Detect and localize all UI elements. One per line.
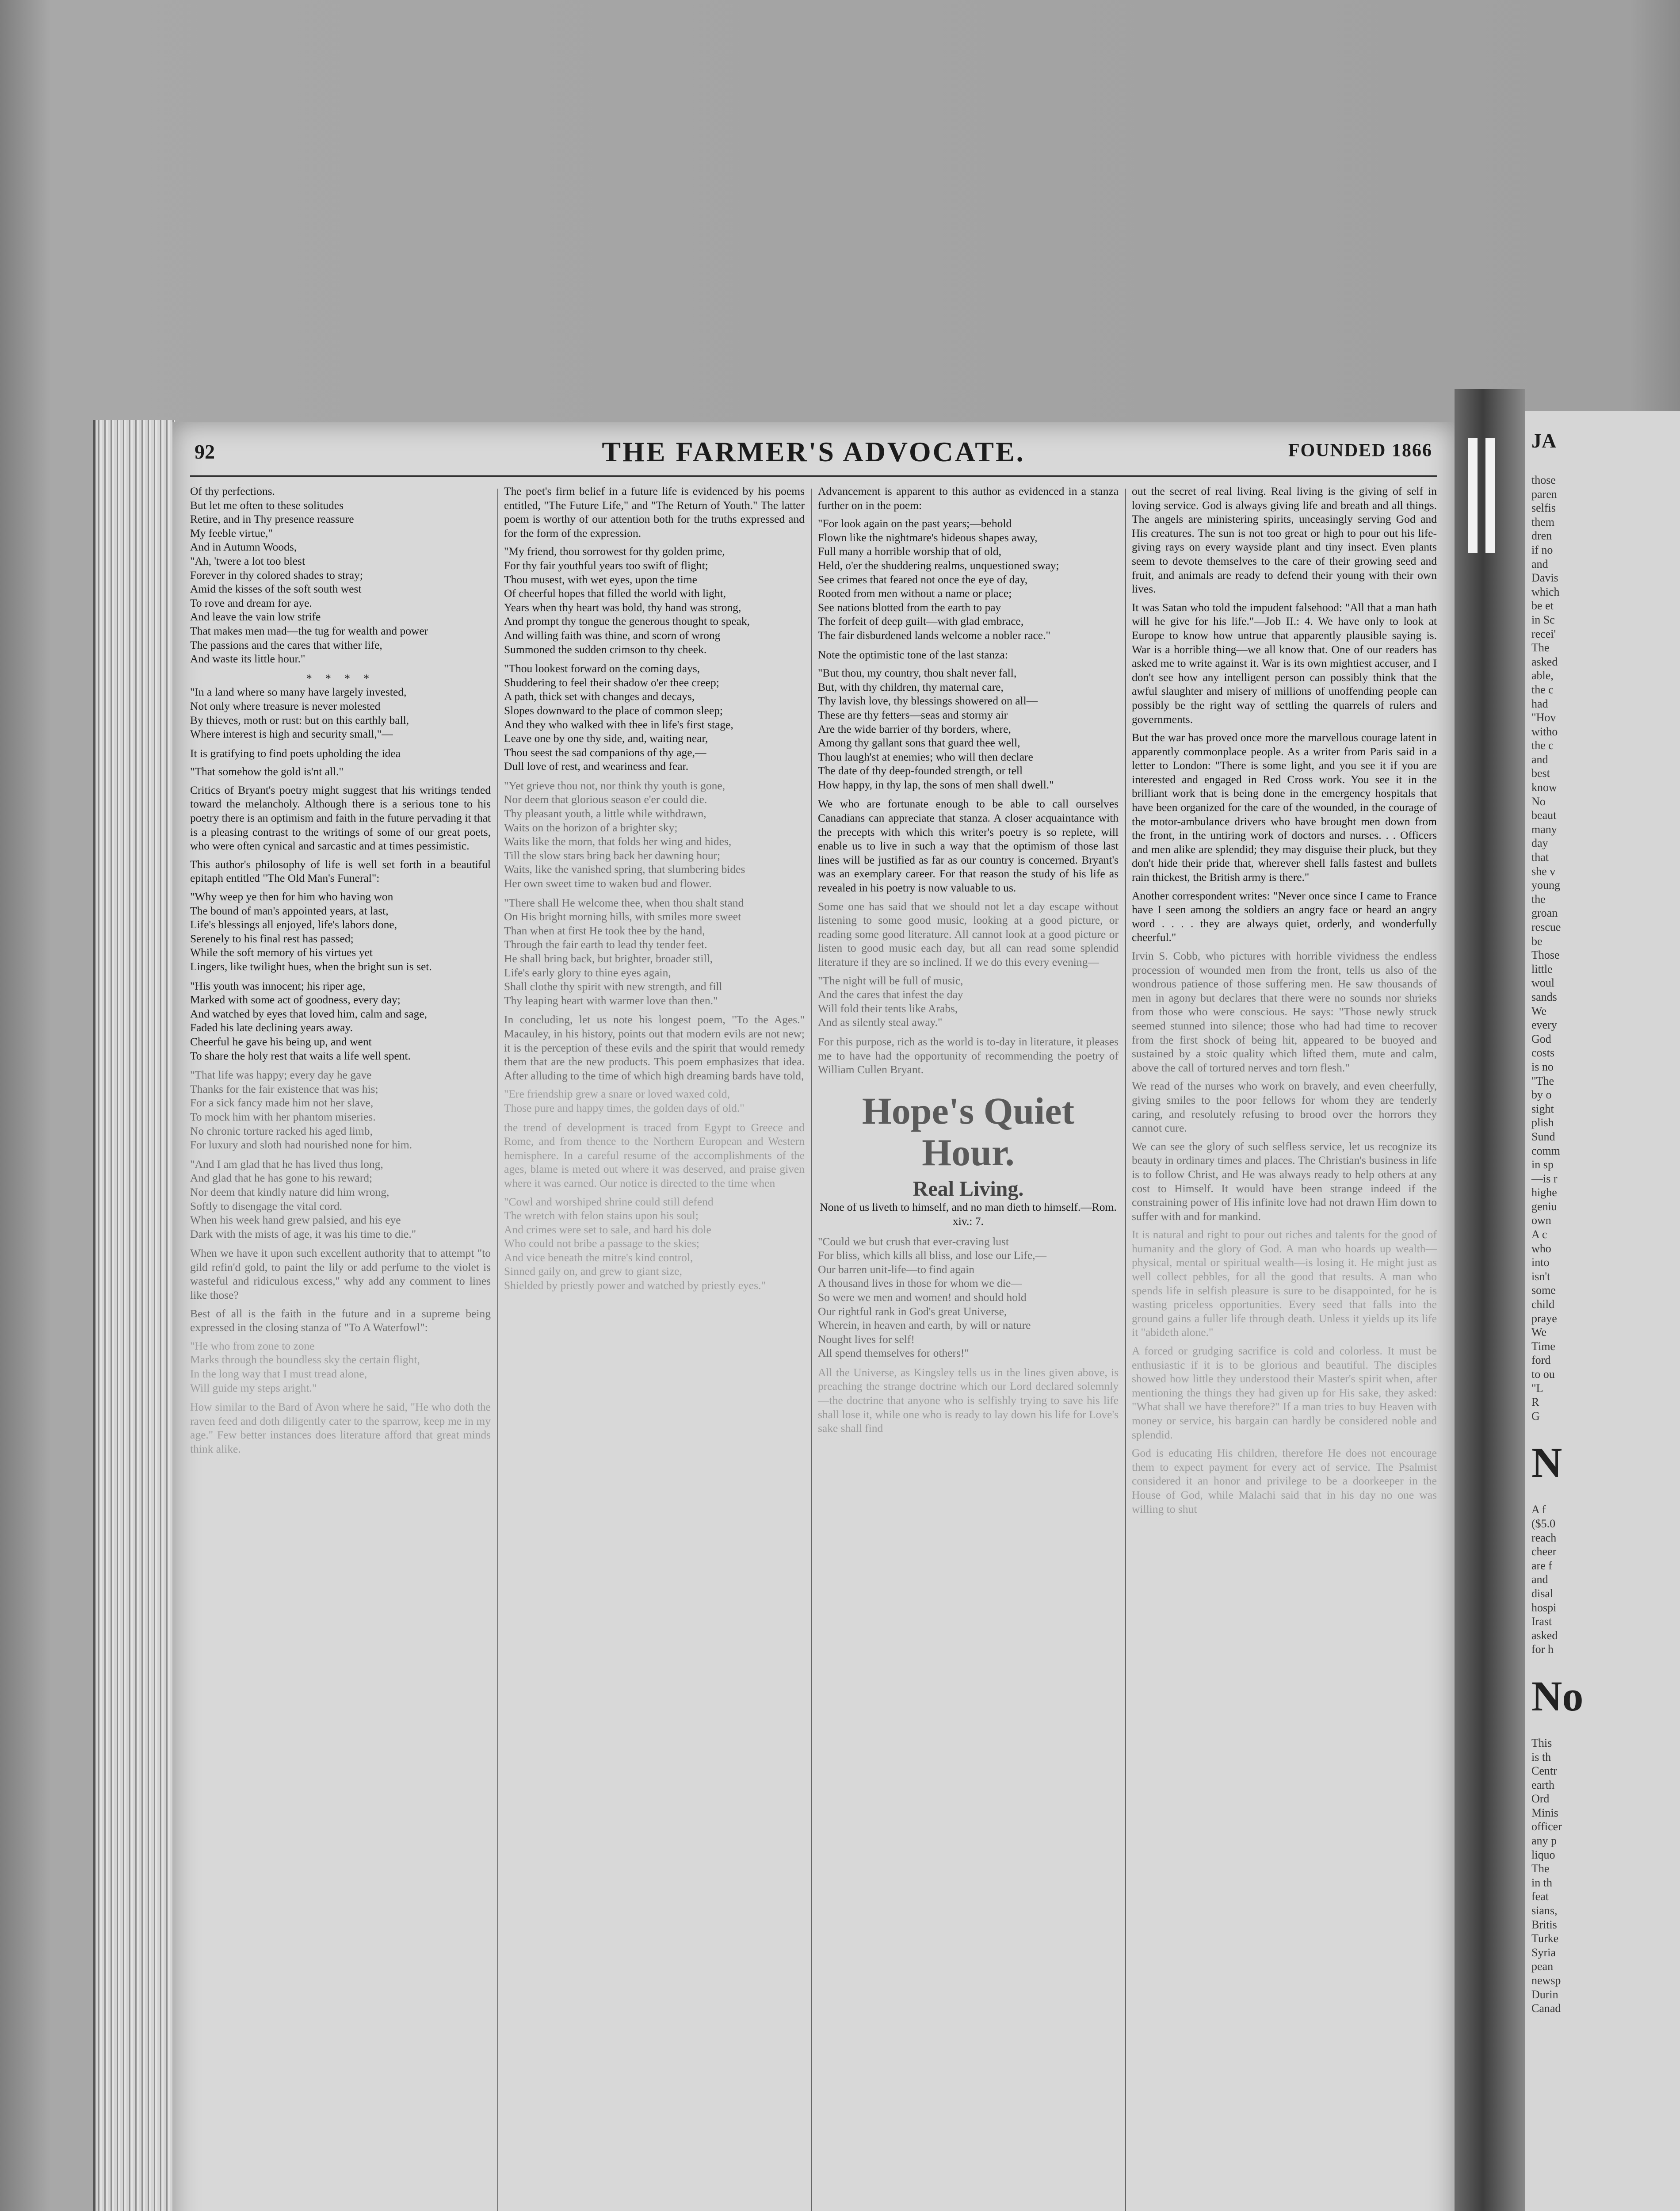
text-line: in th bbox=[1531, 1876, 1552, 1889]
text-line: For luxury and sloth had nourished none for him. bbox=[190, 1138, 412, 1151]
text-line: "His youth was innocent; his riper age, bbox=[190, 979, 366, 992]
text-line: Life's blessings all enjoyed, life's labors done, bbox=[190, 918, 397, 931]
verse-block bbox=[504, 1087, 805, 1115]
text-line: R bbox=[1531, 1396, 1539, 1409]
text-line: To mock him with her phantom miseries. bbox=[190, 1110, 376, 1123]
column-1 bbox=[190, 484, 491, 1461]
verse-block bbox=[190, 1157, 491, 1241]
text-line: Of thy perfections. bbox=[190, 485, 275, 497]
paragraph: In concluding, let us note his longest poem, "To the Ages." Macauley, in his history, points out that modern evils are not new; it is the perception of these evils and the spirit that would remedy them that are the new products. This poem emphasizes that idea. After alluding to the time of which high dreaming bards have told, bbox=[504, 1013, 805, 1082]
text-line: For a sick fancy made him not her slave, bbox=[190, 1096, 374, 1109]
column-rule bbox=[497, 489, 498, 2211]
gutter-highlight bbox=[1468, 438, 1478, 553]
text-line: plish bbox=[1531, 1116, 1554, 1129]
text-line: Softly to disengage the vital cord. bbox=[190, 1199, 343, 1213]
text-line: Waits like the morn, that folds her wing and hides, bbox=[504, 835, 732, 848]
text-line: Sinned gaily on, and grew to giant size, bbox=[504, 1265, 682, 1278]
text-line: reach bbox=[1531, 1531, 1557, 1544]
paragraph: Advancement is apparent to this author as evidenced in a stanza further on in the poem: bbox=[818, 485, 1119, 512]
text-line: Years when thy heart was bold, thy hand was strong, bbox=[504, 601, 741, 614]
text-line: to ou bbox=[1531, 1368, 1555, 1381]
paragraph: A forced or grudging sacrifice is cold and colorless. It must be enthusiastic if it is to be glorious and beautiful. The disciples showed how little they understood their Master's spirit when, after mentioning the things they had given up for His sake, they asked: "What shall we have therefore?" If a man tries to buy Heaven with money or service, his bargain can hardly be considered noble and splendid. bbox=[1132, 1344, 1437, 1441]
text-line: And vice beneath the mitre's kind control, bbox=[504, 1251, 693, 1264]
facing-lines bbox=[1531, 1736, 1677, 2016]
text-line: be et bbox=[1531, 599, 1554, 612]
paragraph: the trend of development is traced from Egypt to Greece and Rome, and from thence to the Northern European and Western hemisphere. In a careful resume of the accomplishments of the ages, blame is meted out where it was deserved, and praise given where it was earned. Our notice is directed to the time when bbox=[504, 1121, 805, 1190]
verse-block bbox=[504, 896, 805, 1008]
text-line: Flown like the nightmare's hideous shapes away, bbox=[818, 531, 1038, 544]
paragraph: "That somehow the gold is'nt all." bbox=[190, 765, 344, 778]
text-line: The fair disburdened lands welcome a nobler race." bbox=[818, 628, 1050, 642]
text-line: In the long way that I must tread alone, bbox=[190, 1367, 367, 1381]
text-line: A f bbox=[1531, 1503, 1546, 1516]
text-line: liquo bbox=[1531, 1848, 1555, 1861]
text-line: "There shall He welcome thee, when thou shalt stand bbox=[504, 896, 744, 909]
section-title: Hope's Quiet Hour. bbox=[862, 1089, 1075, 1174]
text-line: A c bbox=[1531, 1228, 1547, 1241]
verse-block bbox=[190, 890, 491, 974]
text-line: and bbox=[1531, 1573, 1548, 1586]
text-line: paren bbox=[1531, 487, 1557, 501]
text-line: Ord bbox=[1531, 1792, 1550, 1806]
text-line: Turke bbox=[1531, 1932, 1559, 1945]
text-line: hospi bbox=[1531, 1601, 1557, 1614]
text-line: pean bbox=[1531, 1960, 1554, 1973]
text-line: ($5.0 bbox=[1531, 1517, 1556, 1530]
book-page-edges bbox=[93, 420, 175, 2211]
verse-block bbox=[504, 662, 805, 773]
text-line: But, with thy children, thy maternal care, bbox=[818, 680, 1004, 693]
column-rule bbox=[811, 489, 812, 2211]
facing-text bbox=[1531, 473, 1677, 2016]
text-line: "Cowl and worshiped shrine could still defend bbox=[504, 1195, 714, 1208]
text-line: are f bbox=[1531, 1559, 1552, 1572]
text-line: The wretch with felon stains upon his soul; bbox=[504, 1209, 699, 1222]
text-line: Dull love of rest, and weariness and fear. bbox=[504, 760, 689, 773]
text-line: costs bbox=[1531, 1046, 1554, 1060]
text-line: G bbox=[1531, 1409, 1540, 1423]
paragraph: Best of all is the faith in the future and in a supreme being expressed in the closing stanza of "To A Waterfowl": bbox=[190, 1307, 491, 1334]
text-line: Davis bbox=[1531, 571, 1558, 585]
text-line: geniu bbox=[1531, 1200, 1557, 1213]
text-line: And crimes were set to sale, and hard his dole bbox=[504, 1223, 711, 1236]
text-line: and bbox=[1531, 753, 1548, 766]
text-line: Are the wide barrier of thy borders, where, bbox=[818, 722, 1011, 735]
text-line: selfis bbox=[1531, 501, 1556, 515]
text-line: When his week hand grew palsied, and his eye bbox=[190, 1213, 401, 1227]
verse-block bbox=[504, 779, 805, 891]
text-line: Our barren unit-life—to find again bbox=[818, 1262, 975, 1276]
text-line: Britis bbox=[1531, 1918, 1557, 1931]
text-line: Retire, and in Thy presence reassure bbox=[190, 513, 354, 526]
text-line: any p bbox=[1531, 1834, 1557, 1848]
text-line: praye bbox=[1531, 1312, 1557, 1325]
text-line: Shall clothe thy spirit with new strength, and fill bbox=[504, 980, 722, 993]
text-line: This bbox=[1531, 1736, 1552, 1749]
text-line: Minis bbox=[1531, 1806, 1558, 1819]
text-line: —is r bbox=[1531, 1172, 1558, 1185]
text-line: Time bbox=[1531, 1339, 1555, 1353]
text-line: Till the slow stars bring back her dawning hour; bbox=[504, 849, 721, 862]
running-head bbox=[195, 436, 1432, 471]
verse-block bbox=[190, 1339, 491, 1395]
text-line: See crimes that feared not once the eye of day, bbox=[818, 573, 1028, 586]
text-line: in Sc bbox=[1531, 613, 1555, 626]
text-line: if no bbox=[1531, 543, 1553, 556]
paragraph: This author's philosophy of life is well set forth in a beautiful epitaph entitled "The Old Man's Funeral": bbox=[190, 857, 491, 885]
text-line: Among thy gallant sons that guard thee well, bbox=[818, 736, 1020, 750]
paragraph: All the Universe, as Kingsley tells us in the lines given above, is preaching the strange doctrine which our Lord declared solemnly—the doctrine that anyone who is selfishly trying to save his life shall lose it, while one who is ready to lay down his life for Love's sake shall find bbox=[818, 1366, 1119, 1435]
text-line: Not only where treasure is never molested bbox=[190, 699, 381, 712]
text-line: Dark with the mists of age, it was his time to die." bbox=[190, 1227, 416, 1240]
text-line: On His bright morning hills, with smiles more sweet bbox=[504, 910, 741, 923]
text-line: But let me often to these solitudes bbox=[190, 498, 344, 512]
text-line: Rooted from men without a name or place; bbox=[818, 587, 1012, 600]
facing-lines bbox=[1531, 1503, 1677, 1656]
column-2 bbox=[504, 484, 805, 1298]
text-line: sians, bbox=[1531, 1904, 1558, 1917]
text-line: Who could not bribe a passage to the skies; bbox=[504, 1237, 699, 1250]
text-line: Irast bbox=[1531, 1615, 1552, 1628]
text-line: "But thou, my country, thou shalt never fall, bbox=[818, 666, 1017, 680]
paragraph: How similar to the Bard of Avon where he said, "He who doth the raven feed and doth diligently cater to the sparrow, keep me in my age." Few better instances does literature afford that great minds think alike. bbox=[190, 1400, 491, 1455]
verse-block bbox=[818, 1235, 1119, 1360]
text-line: Faded his late declining years away. bbox=[190, 1021, 353, 1034]
text-line: For bliss, which kills all bliss, and lose our Life,— bbox=[818, 1249, 1047, 1262]
text-line: The date of thy deep-founded strength, or tell bbox=[818, 764, 1023, 777]
text-line: Thy lavish love, thy blessings showered on all— bbox=[818, 694, 1038, 708]
text-line: Waits on the horizon of a brighter sky; bbox=[504, 821, 678, 834]
text-line: is th bbox=[1531, 1750, 1551, 1763]
journal-title: THE FARMER'S ADVOCATE. bbox=[602, 436, 1025, 467]
text-line: To share the holy rest that waits a life well spent. bbox=[190, 1049, 411, 1062]
text-line: highe bbox=[1531, 1186, 1557, 1199]
facing-lines bbox=[1531, 473, 1677, 1423]
text-line: While the soft memory of his virtues yet bbox=[190, 946, 373, 959]
text-line: For thy fair youthful years too swift of flight; bbox=[504, 558, 708, 572]
text-line: dren bbox=[1531, 529, 1552, 543]
text-line: "That life was happy; every day he gave bbox=[190, 1068, 372, 1082]
verse-block bbox=[818, 974, 1119, 1029]
text-line: the bbox=[1531, 892, 1546, 906]
text-line: young bbox=[1531, 879, 1560, 892]
paragraph: For this purpose, rich as the world is to-day in literature, it pleases me to have had the opportunity of recommending the poetry of William Cullen Bryant. bbox=[818, 1035, 1119, 1076]
text-line: earth bbox=[1531, 1778, 1554, 1791]
text-line: Thou seest the sad companions of thy age,— bbox=[504, 746, 706, 759]
gutter-highlight bbox=[1485, 438, 1495, 553]
text-line: groan bbox=[1531, 907, 1558, 920]
paragraph: Irvin S. Cobb, who pictures with horrible vividness the endless procession of wounded men from the front, tells us also of the wondrous patience of those suffering men. He saw thousands of men in agony but declares that there were no sounds nor shrieks from those who were conscious. He says: "Those newly struck seemed stunned into silence; those who had had time to recover from the first shock of being hit, appeared to be buoyed and sustained by a stoic quality which lifted them, mute and calm, above the call of tortured nerves and torn flesh." bbox=[1132, 949, 1437, 1074]
text-line: Will fold their tents like Arabs, bbox=[818, 1002, 958, 1015]
paragraph: It was Satan who told the impudent falsehood: "All that a man hath will he give for his life."—Job II.: 4. We have only to look at Europe to know how untrue that apparently plausible saying is. War is a horrible thing—we all know that. One of our readers has asked me to write against it. War is its own mightiest accuser, and I don't see how any intelligent person can possibly think that the awful slaughter and misery of millions of unoffending people can possibly be the right way of settling the quarrels of rulers and governments. bbox=[1132, 601, 1437, 726]
text-line: had bbox=[1531, 697, 1548, 710]
verse-block bbox=[504, 544, 805, 656]
text-line: many bbox=[1531, 822, 1557, 836]
text-line: woul bbox=[1531, 976, 1554, 990]
text-line: The passions and the cares that wither life, bbox=[190, 638, 382, 651]
text-line: "Could we but crush that ever-craving lust bbox=[818, 1235, 1009, 1248]
text-line: The forfeit of deep guilt—with glad embrace, bbox=[818, 615, 1024, 628]
text-line: And they who walked with thee in life's first stage, bbox=[504, 718, 733, 731]
text-line: who bbox=[1531, 1242, 1551, 1255]
paragraph: When we have it upon such excellent authority that to attempt "to gild refin'd gold, to paint the lily or add perfume to the violet is wasteful and ridiculous excess," why add any comment to lines like those? bbox=[190, 1247, 491, 1302]
text-line: asked bbox=[1531, 1629, 1558, 1642]
text-line: be bbox=[1531, 934, 1543, 948]
facing-heading-fragment: No bbox=[1531, 1672, 1584, 1720]
text-line: and bbox=[1531, 557, 1548, 570]
text-line: Those bbox=[1531, 949, 1560, 962]
text-line: Sund bbox=[1531, 1130, 1555, 1143]
text-line: Of cheerful hopes that filled the world with light, bbox=[504, 587, 726, 600]
text-line: in sp bbox=[1531, 1158, 1554, 1171]
text-line: Shielded by priestly power and watched by priestly eyes." bbox=[504, 1279, 766, 1292]
text-line: And waste its little hour." bbox=[190, 652, 305, 666]
text-line: Life's early glory to thine eyes again, bbox=[504, 966, 671, 979]
text-line: We bbox=[1531, 1326, 1546, 1339]
facing-heading-fragment: N bbox=[1531, 1439, 1562, 1487]
text-line: And the cares that infest the day bbox=[818, 988, 963, 1001]
text-line: "Ere friendship grew a snare or loved waxed cold, bbox=[504, 1087, 730, 1101]
paragraph: Critics of Bryant's poetry might suggest that his writings tended toward the melancholy. Although there is a serious tone to his poetry there is an optimism and faith in the future pervading it that is a pleasing contrast to the writings of some of our great poets, who were often cynical and sarcastic and at times pessimistic. bbox=[190, 783, 491, 853]
text-line: How happy, in thy lap, the sons of men shall dwell." bbox=[818, 778, 1054, 791]
paragraph: God is educating His children, therefore He does not encourage them to expect payment for every act of service. The Psalmist considered it an honor and privilege to be a doorkeeper in the House of God, while Malachi said that in his day no one was willing to shut bbox=[1132, 1446, 1437, 1515]
text-line: And in Autumn Woods, bbox=[190, 540, 297, 554]
text-line: "Why weep ye then for him who having won bbox=[190, 890, 393, 903]
founded-date: FOUNDED 1866 bbox=[1288, 440, 1432, 461]
text-line: Nought lives for self! bbox=[818, 1332, 915, 1346]
text-line: officer bbox=[1531, 1820, 1562, 1833]
text-line: My feeble virtue," bbox=[190, 526, 273, 539]
paragraph: Another correspondent writes: "Never once since I came to France have I seen among the soldiers an angry face or heard an angry word . . . . they are always quiet, orderly, and wonderfully cheerful." bbox=[1132, 889, 1437, 944]
text-line: "He who from zone to zone bbox=[190, 1339, 315, 1352]
text-line: Canad bbox=[1531, 2002, 1561, 2015]
text-line: These are thy fetters—seas and stormy air bbox=[818, 708, 1008, 721]
text-line: newsp bbox=[1531, 1974, 1561, 1987]
text-line: those bbox=[1531, 474, 1556, 486]
text-line: Her own sweet time to waken bud and flower. bbox=[504, 877, 712, 890]
text-line: Wherein, in heaven and earth, by will or nature bbox=[818, 1319, 1031, 1332]
text-line: "L bbox=[1531, 1381, 1543, 1395]
text-line: Held, o'er the shuddering realms, unquestioned sway; bbox=[818, 558, 1059, 572]
text-line: "In a land where so many have largely invested, bbox=[190, 685, 407, 699]
paragraph: We read of the nurses who work on bravely, and even cheerfully, giving smiles to the poor fellows for whom they are tenderly caring, and resolutely refusing to brood over the horrors they cannot cure. bbox=[1132, 1079, 1437, 1135]
text-line: little bbox=[1531, 962, 1553, 975]
text-line: Marks through the boundless sky the certain flight, bbox=[190, 1353, 420, 1366]
text-line: Marked with some act of goodness, every day; bbox=[190, 993, 401, 1006]
text-line: know bbox=[1531, 781, 1557, 794]
facing-page-fragment bbox=[1525, 411, 1680, 2211]
text-line: is no bbox=[1531, 1060, 1554, 1073]
text-line: Thou musest, with wet eyes, upon the time bbox=[504, 573, 697, 586]
text-line: she v bbox=[1531, 865, 1556, 878]
text-line: recei' bbox=[1531, 627, 1556, 640]
text-line: witho bbox=[1531, 725, 1558, 738]
text-line: "The bbox=[1531, 1074, 1554, 1087]
text-line: "And I am glad that he has lived thus long, bbox=[190, 1157, 383, 1171]
section-subtitle: Real Living. bbox=[913, 1177, 1024, 1201]
text-line: "Thou lookest forward on the coming days, bbox=[504, 662, 700, 675]
text-line: feat bbox=[1531, 1890, 1549, 1903]
verse-block bbox=[504, 1195, 805, 1293]
text-line: A path, thick set with changes and decays, bbox=[504, 690, 695, 703]
paragraph: But the war has proved once more the marvellous courage latent in apparently commonplace people. As a writer from Paris said in a letter to London: "There is some light, and you see it if you are interested and engaged in Red Cross work. You see it in the brilliant work that is being done in the emergency hospitals that have been organized for the care of the wounded, in the courage of the motor-ambulance drivers who have brought men down from the front, in the untiring work of doctors and nurses. . . Officers and men alike are splendid; they may disguise their pluck, but they don't hide their pride that, wherever shell falls fastest and bullets rain thickest, the British army is there." bbox=[1132, 731, 1437, 884]
text-line: Thou laugh'st at enemies; who will then declare bbox=[818, 750, 1033, 763]
text-line: He shall bring back, but brighter, broader still, bbox=[504, 952, 713, 965]
column-4 bbox=[1132, 484, 1437, 1520]
column-rule bbox=[1125, 489, 1126, 2211]
text-line: Amid the kisses of the soft south west bbox=[190, 582, 362, 596]
text-line: And watched by eyes that loved him, calm and sage, bbox=[190, 1007, 428, 1020]
paragraph: out the secret of real living. Real living is the giving of self in loving service. God is always giving life and breath and all things. The angels are ministering spirits, unceasingly serving God and His creatures. The sun is not too great or high to pour out his life-giving rays on every wayside plant and tiny insect. Even plants seem to devote themselves to the care of their growing seed and fruit, and animals are ready to defend their young with their own lives. bbox=[1132, 485, 1437, 596]
text-line: To rove and dream for aye. bbox=[190, 596, 312, 609]
text-line: Syria bbox=[1531, 1946, 1556, 1959]
text-line: Durin bbox=[1531, 1988, 1558, 2001]
text-line: So were we men and women! and should hold bbox=[818, 1290, 1027, 1304]
text-line: by o bbox=[1531, 1088, 1552, 1102]
paragraph: Some one has said that we should not let a day escape without listening to some good music, looking at a good picture, or reading some good literature. All cannot look at a good picture or listen to good music each day, but all can read some splendid literature if they are so inclined. If we do this every evening— bbox=[818, 899, 1119, 968]
text-line: for h bbox=[1531, 1643, 1554, 1656]
text-line: rescue bbox=[1531, 921, 1561, 933]
text-line: child bbox=[1531, 1298, 1554, 1311]
verse-block bbox=[190, 979, 491, 1063]
text-line: Serenely to his final rest has passed; bbox=[190, 932, 354, 945]
text-line: And prompt thy tongue the generous thought to speak, bbox=[504, 615, 750, 628]
text-line: No bbox=[1531, 795, 1546, 808]
text-line: "Ah, 'twere a lot too blest bbox=[190, 554, 305, 567]
text-line: Slopes downward to the place of common sleep; bbox=[504, 704, 723, 717]
book-gutter bbox=[1455, 389, 1525, 2211]
text-line: Will guide my steps aright." bbox=[190, 1381, 317, 1394]
text-line: "The night will be full of music, bbox=[818, 974, 963, 987]
text-line: able, bbox=[1531, 669, 1554, 682]
text-line: The bbox=[1531, 1862, 1550, 1875]
header-rule bbox=[190, 475, 1437, 477]
column-3 bbox=[818, 484, 1119, 1440]
text-line: The bound of man's appointed years, at last, bbox=[190, 904, 389, 917]
text-line: sight bbox=[1531, 1102, 1554, 1115]
text-line: We bbox=[1531, 1004, 1546, 1018]
text-line: asked bbox=[1531, 655, 1558, 668]
text-line: And glad that he has gone to his reward; bbox=[190, 1171, 373, 1185]
text-line: Through the fair earth to lead thy tender feet. bbox=[504, 938, 707, 951]
section-stars: * * * * bbox=[306, 671, 375, 685]
text-line: No chronic torture racked his aged limb, bbox=[190, 1124, 373, 1137]
text-line: best bbox=[1531, 767, 1550, 780]
text-line: into bbox=[1531, 1256, 1550, 1269]
text-line: Waits, like the vanished spring, that slumbering bides bbox=[504, 863, 745, 876]
text-line: disal bbox=[1531, 1587, 1554, 1600]
page-number: 92 bbox=[195, 440, 215, 463]
text-line: Cheerful he gave his being up, and went bbox=[190, 1035, 372, 1048]
verse-block bbox=[190, 1068, 491, 1152]
text-line: God bbox=[1531, 1032, 1551, 1045]
text-line: Than when at first He took thee by the hand, bbox=[504, 924, 705, 937]
verse-block bbox=[818, 666, 1119, 792]
verse-block bbox=[190, 484, 491, 666]
text-line: which bbox=[1531, 585, 1560, 598]
facing-header-fragment: JA bbox=[1531, 429, 1557, 452]
paragraph: We who are fortunate enough to be able to call ourselves Canadians can appreciate that stanza. A closer acquaintance with the precepts with which this writer's poetry is so replete, will enable us to live in such a way that the optimism of those last lines will be justified as far as our country is concerned. Bryant's was an exemplary career. For that reason the study of his life as revealed in his poetry is now valuable to us. bbox=[818, 797, 1119, 895]
verse-block bbox=[818, 516, 1119, 642]
text-line: Where interest is high and security small,"— bbox=[190, 727, 393, 741]
text-line: Nor deem that glorious season e'er could die. bbox=[504, 793, 707, 806]
text-line: Lingers, like twilight hues, when the bright sun is set. bbox=[190, 960, 432, 973]
text-line: beaut bbox=[1531, 809, 1557, 822]
text-line: A thousand lives in those for whom we die— bbox=[818, 1277, 1022, 1290]
text-line: Full many a horrible worship that of old, bbox=[818, 545, 1002, 558]
text-line: day bbox=[1531, 837, 1548, 850]
text-line: "For look again on the past years;—behold bbox=[818, 517, 1012, 530]
text-line: Our rightful rank in God's great Universe, bbox=[818, 1304, 1007, 1318]
text-line: Forever in thy colored shades to stray; bbox=[190, 568, 363, 581]
text-line: the c bbox=[1531, 739, 1554, 752]
paragraph: It is gratifying to find poets upholding the idea bbox=[190, 746, 401, 760]
text-line: And willing faith was thine, and scorn of wrong bbox=[504, 628, 721, 642]
text-line: Thanks for the fair existence that was his; bbox=[190, 1082, 378, 1095]
text-line: Nor deem that kindly nature did him wrong, bbox=[190, 1185, 389, 1198]
text-line: comm bbox=[1531, 1144, 1560, 1157]
paragraph: Note the optimistic tone of the last stanza: bbox=[818, 648, 1008, 661]
text-line: All spend themselves for others!" bbox=[818, 1346, 969, 1360]
newspaper-page bbox=[172, 422, 1455, 2211]
text-line: "Yet grieve thou not, nor think thy youth is gone, bbox=[504, 779, 725, 792]
text-line: them bbox=[1531, 515, 1554, 528]
text-line: The bbox=[1531, 641, 1550, 654]
text-line: Summoned the sudden crimson to thy cheek. bbox=[504, 643, 707, 656]
paragraph: It is natural and right to pour out riches and talents for the good of humanity and the glory of God. A man who hoards up wealth—physical, mental or spiritual wealth—is losing it. He might just as well collect pebbles, for all the good that results. A man who spends life in selfish pleasure is sure to be disappointed, for he is wasting priceless opportunities. Every seed that falls into the ground gains a fuller life through death. Unless it yields up its life it "abideth alone." bbox=[1132, 1228, 1437, 1339]
paragraph: The poet's firm belief in a future life is evidenced by his poems entitled, "The Future Life," and "The Return of Youth." The latter poem is worthy of our attention both for the truths expressed and for the form of the expression. bbox=[504, 485, 805, 539]
text-line: Thy pleasant youth, a little while withdrawn, bbox=[504, 807, 706, 820]
verse-block bbox=[190, 685, 491, 741]
text-line: every bbox=[1531, 1018, 1557, 1032]
text-line: the c bbox=[1531, 683, 1554, 696]
text-line: By thieves, moth or rust: but on this earthly ball, bbox=[190, 713, 409, 727]
paragraph: We can see the glory of such selfless service, let us recognize its beauty in ordinary times and places. The Christian's business in life is to follow Christ, and He was always ready to help others at any cost to Himself. It would have been strange indeed if the constraining power of His infinite love had not drawn Him down to suffer with and for mankind. bbox=[1132, 1140, 1437, 1223]
text-line: That makes men mad—the tug for wealth and power bbox=[190, 624, 428, 637]
scripture-motto: None of us liveth to himself, and no man dieth to himself.—Rom. xiv.: 7. bbox=[820, 1201, 1117, 1228]
text-line: Shuddering to feel their shadow o'er thee creep; bbox=[504, 676, 719, 689]
text-line: And as silently steal away." bbox=[818, 1016, 943, 1029]
text-line: that bbox=[1531, 851, 1549, 864]
text-line: sands bbox=[1531, 990, 1557, 1003]
text-line: And leave the vain low strife bbox=[190, 610, 321, 624]
text-line: cheer bbox=[1531, 1545, 1557, 1558]
text-line: isn't bbox=[1531, 1270, 1550, 1283]
text-line: Those pure and happy times, the golden days of old." bbox=[504, 1101, 745, 1114]
text-line: "My friend, thou sorrowest for thy golden prime, bbox=[504, 545, 725, 558]
text-line: Leave one by one thy side, and, waiting near, bbox=[504, 732, 708, 745]
text-line: own bbox=[1531, 1214, 1551, 1227]
text-line: Centr bbox=[1531, 1764, 1557, 1778]
text-line: some bbox=[1531, 1284, 1556, 1297]
text-line: "Hov bbox=[1531, 711, 1556, 724]
text-line: ford bbox=[1531, 1354, 1551, 1367]
text-line: Thy leaping heart with warmer love than then." bbox=[504, 994, 718, 1007]
text-line: See nations blotted from the earth to pay bbox=[818, 601, 1001, 614]
